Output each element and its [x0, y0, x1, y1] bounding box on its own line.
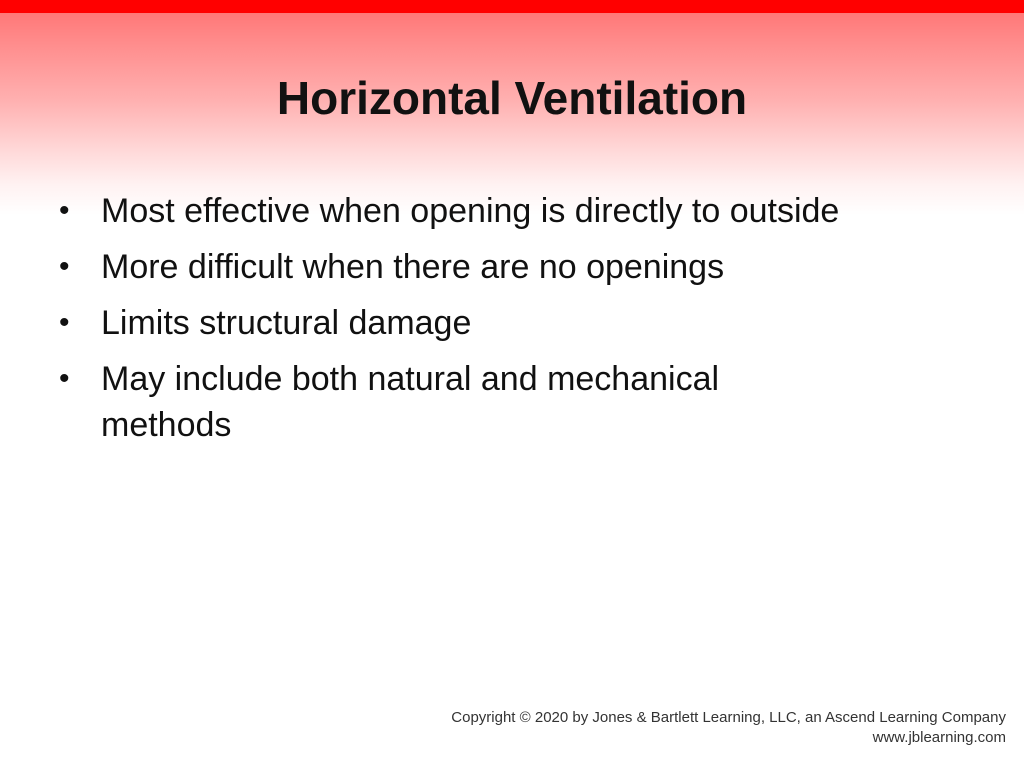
bullet-item: [55, 300, 855, 346]
bullet-dot-icon: •: [59, 306, 70, 339]
bullet-item: [55, 188, 855, 234]
bullet-dot-icon: •: [59, 250, 70, 283]
bullet-dot-icon: •: [59, 362, 70, 395]
website-link[interactable]: www.jblearning.com: [872, 729, 1006, 746]
copyright-text: Copyright © 2020 by Jones & Bartlett Learning, LLC, an Ascend Learning Company: [451, 709, 1006, 726]
bullet-list: [55, 188, 855, 458]
bullet-text: Most effective when opening is directly to outside: [101, 192, 840, 230]
bullet-text: May include both natural and mechanical methods: [101, 360, 720, 444]
bullet-text: Limits structural damage: [101, 304, 472, 342]
bullet-item: [55, 244, 855, 290]
slide-title: Horizontal Ventilation: [276, 72, 748, 124]
copyright-footer: [451, 708, 1006, 748]
bullet-dot-icon: •: [59, 194, 70, 227]
bullet-text: More difficult when there are no openings: [101, 248, 725, 286]
top-accent-bar: [0, 0, 1024, 13]
bullet-item: [55, 356, 855, 448]
